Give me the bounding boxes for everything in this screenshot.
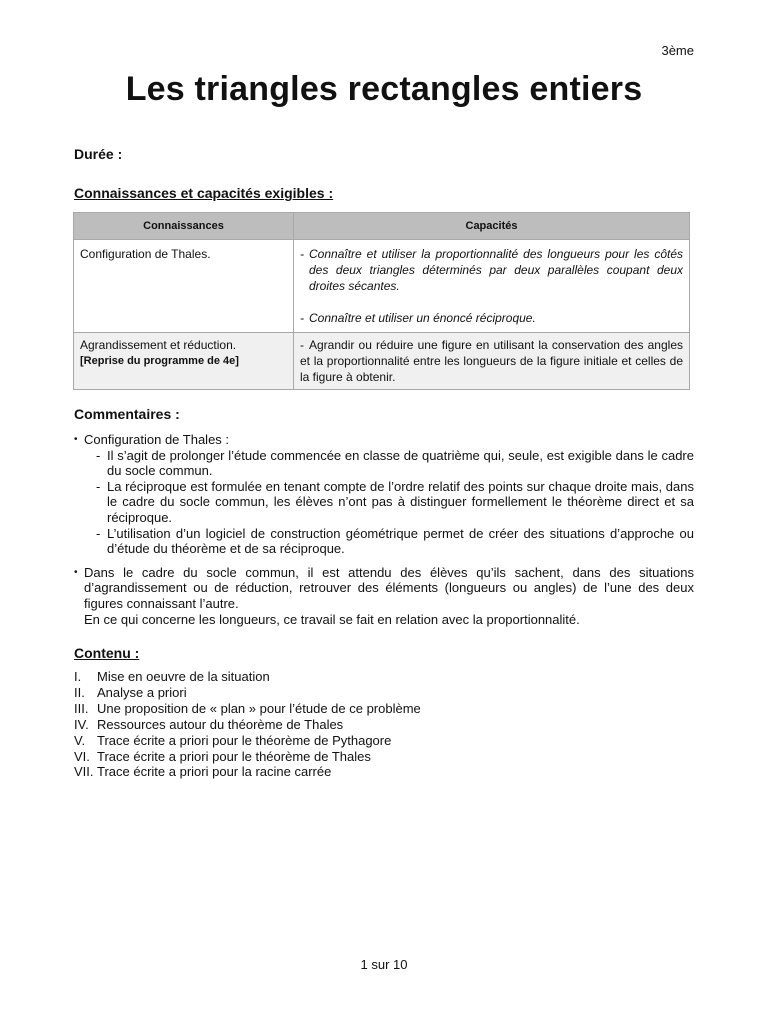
item-text: Analyse a priori xyxy=(97,684,187,700)
dash-marker: - xyxy=(300,311,304,325)
list-item xyxy=(74,717,421,733)
item-number: VII. xyxy=(74,764,94,780)
contenu-heading: Contenu : xyxy=(74,645,140,661)
connaissances-heading: Connaissances et capacités exigibles : xyxy=(74,185,334,201)
capacite-text: Connaître et utiliser un énoncé réciproque. xyxy=(309,311,536,325)
table-header-row xyxy=(74,213,690,240)
column-header-connaissances: Connaissances xyxy=(74,213,294,240)
bullet-marker: • xyxy=(74,434,78,445)
bullet-text xyxy=(84,565,694,627)
sub-list-item xyxy=(96,448,694,479)
list-item xyxy=(74,701,421,717)
capacite-text: Agrandir ou réduire une figure en utilisant la conservation des angles et la proportionnalité entre les longueurs de la figure initiale et celles de la figure à obtenir. xyxy=(300,338,683,384)
table-row xyxy=(74,333,690,390)
list-item xyxy=(74,764,421,780)
duree-label: Durée : xyxy=(74,146,123,162)
bullet-text: Configuration de Thales : xyxy=(84,432,230,447)
item-number: VI. xyxy=(74,748,90,764)
programme-note: [Reprise du programme de 4e] xyxy=(80,355,239,367)
item-text: Ressources autour du théorème de Thales xyxy=(97,716,344,732)
capacites-cell xyxy=(294,240,690,333)
capacite-text: Connaître et utiliser la proportionnalité des longueurs pour les côtés des deux triangles déterminés par deux parallèles coupant deux droites sécantes. xyxy=(309,247,683,293)
sub-item-text: La réciproque est formulée en tenant compte de l’ordre relatif des points sur chaque droite mais, dans le cadre du socle commun, les élèves n’ont pas à distinguer formellement le théorème direct et sa réciproque. xyxy=(107,478,694,525)
bullet-text-extra: En ce qui concerne les longueurs, ce travail se fait en relation avec la proportionnalité. xyxy=(84,611,580,627)
list-item xyxy=(74,669,421,685)
connaissance-cell xyxy=(74,333,294,390)
skills-table xyxy=(73,212,690,390)
list-item xyxy=(74,749,421,765)
list-item xyxy=(74,432,694,448)
connaissance-text: Agrandissement et réduction. xyxy=(80,338,237,352)
item-number: III. xyxy=(74,700,89,716)
item-number: I. xyxy=(74,669,82,684)
item-text: Mise en oeuvre de la situation xyxy=(97,669,270,684)
class-level: 3ème xyxy=(661,43,694,58)
bullet-text-main: Dans le cadre du socle commun, il est attendu des élèves qu’ils sachent, dans des situations d’agrandissement ou de réduction, retrouver des éléments (longueurs ou angles) de l’une des deux figures connaissant l’autre. xyxy=(84,564,694,611)
page-title: Les triangles rectangles entiers xyxy=(125,70,643,108)
item-text: Trace écrite a priori pour la racine carrée xyxy=(97,764,332,780)
sub-item-text: L’utilisation d’un logiciel de construction géométrique permet de créer des situations d’approche ou d’étude du théorème et de sa réciproque. xyxy=(107,525,694,557)
capacite-item xyxy=(300,337,683,385)
connaissance-cell xyxy=(74,240,294,333)
capacite-item xyxy=(300,246,683,294)
dash-marker: - xyxy=(300,247,304,261)
bullet-marker: • xyxy=(74,566,78,578)
list-item xyxy=(74,733,421,749)
item-number: IV. xyxy=(74,716,89,732)
connaissance-text: Configuration de Thales. xyxy=(80,247,211,261)
item-number: II. xyxy=(74,684,85,700)
capacites-cell xyxy=(294,333,690,390)
column-header-capacites: Capacités xyxy=(294,213,690,240)
commentaires-heading: Commentaires : xyxy=(74,406,180,422)
item-number: V. xyxy=(74,732,86,748)
sub-list-item xyxy=(96,479,694,526)
dash-marker: - xyxy=(96,447,101,463)
commentaires-list xyxy=(74,432,694,627)
sub-list-item xyxy=(96,526,694,557)
list-item xyxy=(74,565,694,627)
list-item xyxy=(74,685,421,701)
sub-item-text: Il s’agit de prolonger l’étude commencée en classe de quatrième qui, seule, est exigible dans le cadre du socle commun. xyxy=(107,447,694,479)
capacite-item xyxy=(300,310,683,326)
dash-marker: - xyxy=(96,478,101,494)
dash-marker: - xyxy=(300,338,304,352)
page-number: 1 sur 10 xyxy=(360,957,408,972)
item-text: Une proposition de « plan » pour l’étude de ce problème xyxy=(97,700,421,716)
dash-marker: - xyxy=(96,525,101,541)
item-text: Trace écrite a priori pour le théorème de Thales xyxy=(97,748,371,764)
contenu-list xyxy=(74,669,421,780)
table-row xyxy=(74,240,690,333)
item-text: Trace écrite a priori pour le théorème de Pythagore xyxy=(97,732,392,748)
